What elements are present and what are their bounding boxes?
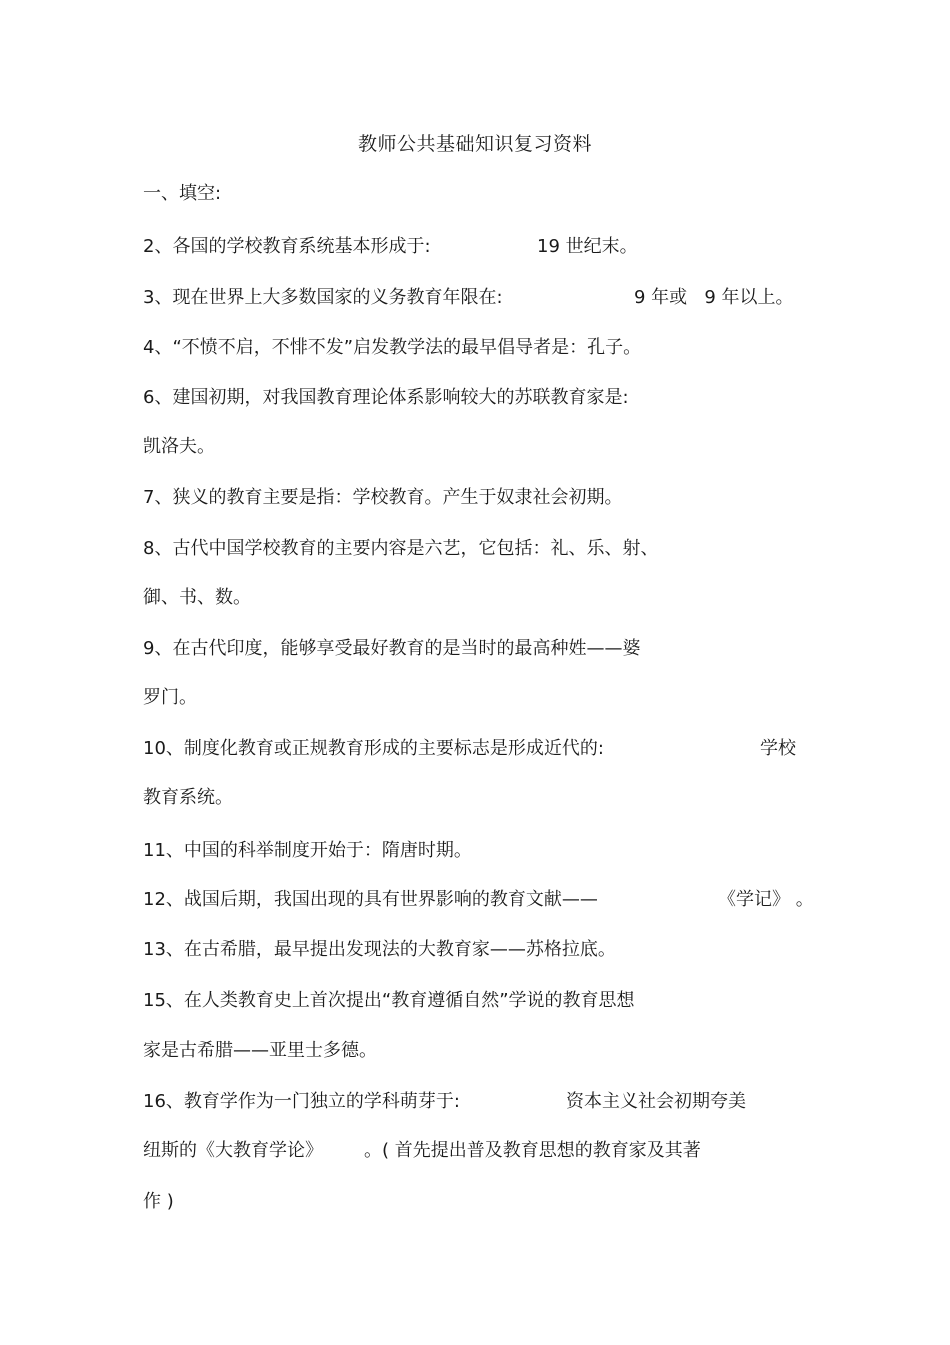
document-title: 教师公共基础知识复习资料 [357,133,592,155]
list-item: 12、战国后期，我国出现的具有世界影响的教育文献—— [143,889,598,910]
list-item-continuation: 教育系统。 [143,787,233,808]
list-item: 15、在人类教育史上首次提出“教育遵循自然”学说的教育思想 [143,990,635,1011]
list-item [143,285,503,311]
list-item: 6、建国初期，对我国教育理论体系影响较大的苏联教育家是: [143,387,629,408]
list-item-continuation: 凯洛夫。 [143,436,215,457]
list-item-continuation: 御、书、数。 [143,587,251,608]
list-item: 9、在古代印度，能够享受最好教育的是当时的最高种姓——婆 [143,638,641,659]
item-answer: 19 世纪末。 [537,236,638,257]
item-answer: 《学记》 。 [718,889,814,910]
list-item-continuation: 作 ) [143,1191,174,1212]
list-item: 11、中国的科举制度开始于：隋唐时期。 [143,840,472,861]
list-item-continuation: 罗门。 [143,687,197,708]
item-answer: 资本主义社会初期夸美 [566,1091,746,1112]
item-answer: 9 年或 9 年以上。 [634,287,794,308]
list-item-continuation: 纽斯的《大教育学论》 [143,1140,323,1161]
list-item: 7、狭义的教育主要是指：学校教育。产生于奴隶社会初期。 [143,487,623,508]
list-item: 10、制度化教育或正规教育形成的主要标志是形成近代的: [143,738,604,759]
list-item [143,234,431,260]
item-text: 3、现在世界上大多数国家的义务教育年限在: [143,287,503,308]
section-heading: 一、填空: [143,183,222,204]
list-item-continuation-tail: 。( 首先提出普及教育思想的教育家及其著 [364,1140,701,1161]
list-item: 4、“不愤不启，不悱不发”启发教学法的最早倡导者是：孔子。 [143,337,642,358]
list-item: 16、教育学作为一门独立的学科萌芽于: [143,1091,460,1112]
list-item-continuation: 家是古希腊——亚里士多德。 [143,1040,377,1061]
item-answer: 学校 [760,738,796,759]
list-item: 13、在古希腊，最早提出发现法的大教育家——苏格拉底。 [143,939,616,960]
item-text: 2、各国的学校教育系统基本形成于: [143,236,431,257]
list-item: 8、古代中国学校教育的主要内容是六艺，它包括：礼、乐、射、 [143,538,659,559]
